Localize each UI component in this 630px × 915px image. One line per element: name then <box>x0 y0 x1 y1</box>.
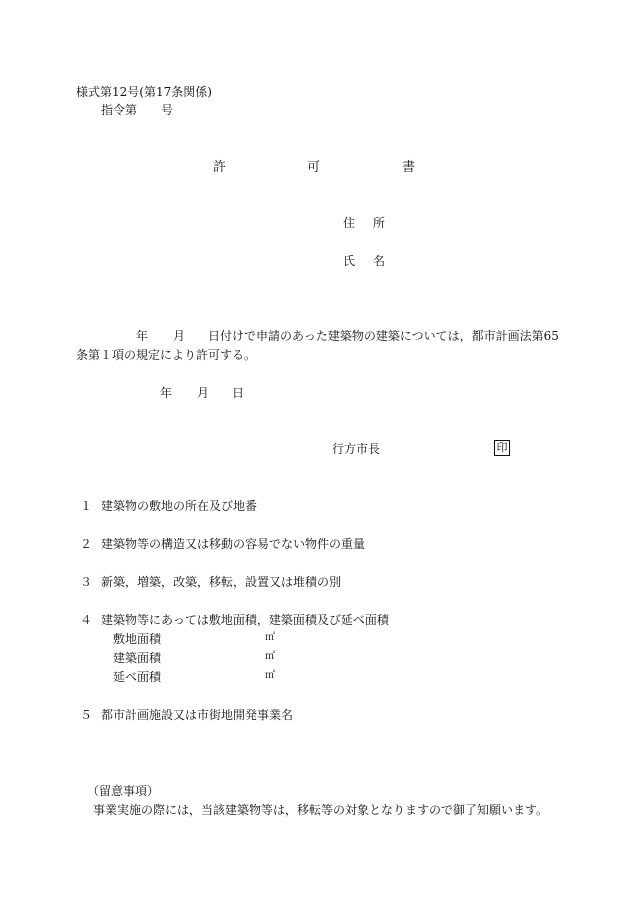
item-1-number: １ <box>80 499 93 513</box>
item-3-text: 新築，増築，改築，移転，設置又は堆積の別 <box>101 575 342 589</box>
site-area-label: 敷地面積 <box>113 632 162 646</box>
seal-mark: 印 <box>494 440 510 456</box>
item-4-number: ４ <box>80 613 93 627</box>
body-date-month: 月 <box>173 329 186 343</box>
total-floor-area-unit: ㎡ <box>265 670 275 681</box>
directive-number-suffix: 号 <box>161 103 174 117</box>
body-date-year: 年 <box>136 329 149 343</box>
building-area-label: 建築面積 <box>113 651 162 665</box>
notes-text: 事業実施の際には，当該建築物等は，移転等の対象となりますので御了知願います。 <box>93 803 549 817</box>
total-floor-area-label: 延べ面積 <box>113 670 162 684</box>
body-text-line-2: 条第１項の規定により許可する。 <box>76 348 257 362</box>
item-4-text: 建築物等にあっては敷地面積，建築面積及び延べ面積 <box>101 613 389 627</box>
item-2-number: ２ <box>80 537 93 551</box>
form-number: 様式第12号(第17条関係) <box>76 85 212 99</box>
notes-heading: （留意事項） <box>87 784 160 798</box>
address-label-char-1: 住 <box>343 216 356 230</box>
directive-number-prefix: 指令第 <box>101 103 138 117</box>
item-3-number: ３ <box>80 575 93 589</box>
issuer-name: 行方市長 <box>332 442 381 456</box>
name-label-char-1: 氏 <box>343 254 356 268</box>
site-area-unit: ㎡ <box>265 632 275 643</box>
document-title-char-3: 書 <box>402 160 416 175</box>
address-label-char-2: 所 <box>373 216 386 230</box>
name-label-char-2: 名 <box>373 254 386 268</box>
item-1-text: 建築物の敷地の所在及び地番 <box>101 499 258 513</box>
document-title-char-2: 可 <box>307 160 321 175</box>
issue-date-year: 年 <box>160 386 173 400</box>
building-area-unit: ㎡ <box>265 651 275 662</box>
issue-date-day: 日 <box>232 386 245 400</box>
issue-date-month: 月 <box>197 386 210 400</box>
body-text-line-1: 日付けで申請のあった建築物の建築については，都市計画法第65 <box>208 329 559 343</box>
document-title-char-1: 許 <box>213 160 227 175</box>
item-5-text: 都市計画施設又は市街地開発事業名 <box>101 708 294 722</box>
item-5-number: ５ <box>80 708 93 722</box>
item-2-text: 建築物等の構造又は移動の容易でない物件の重量 <box>101 537 366 551</box>
